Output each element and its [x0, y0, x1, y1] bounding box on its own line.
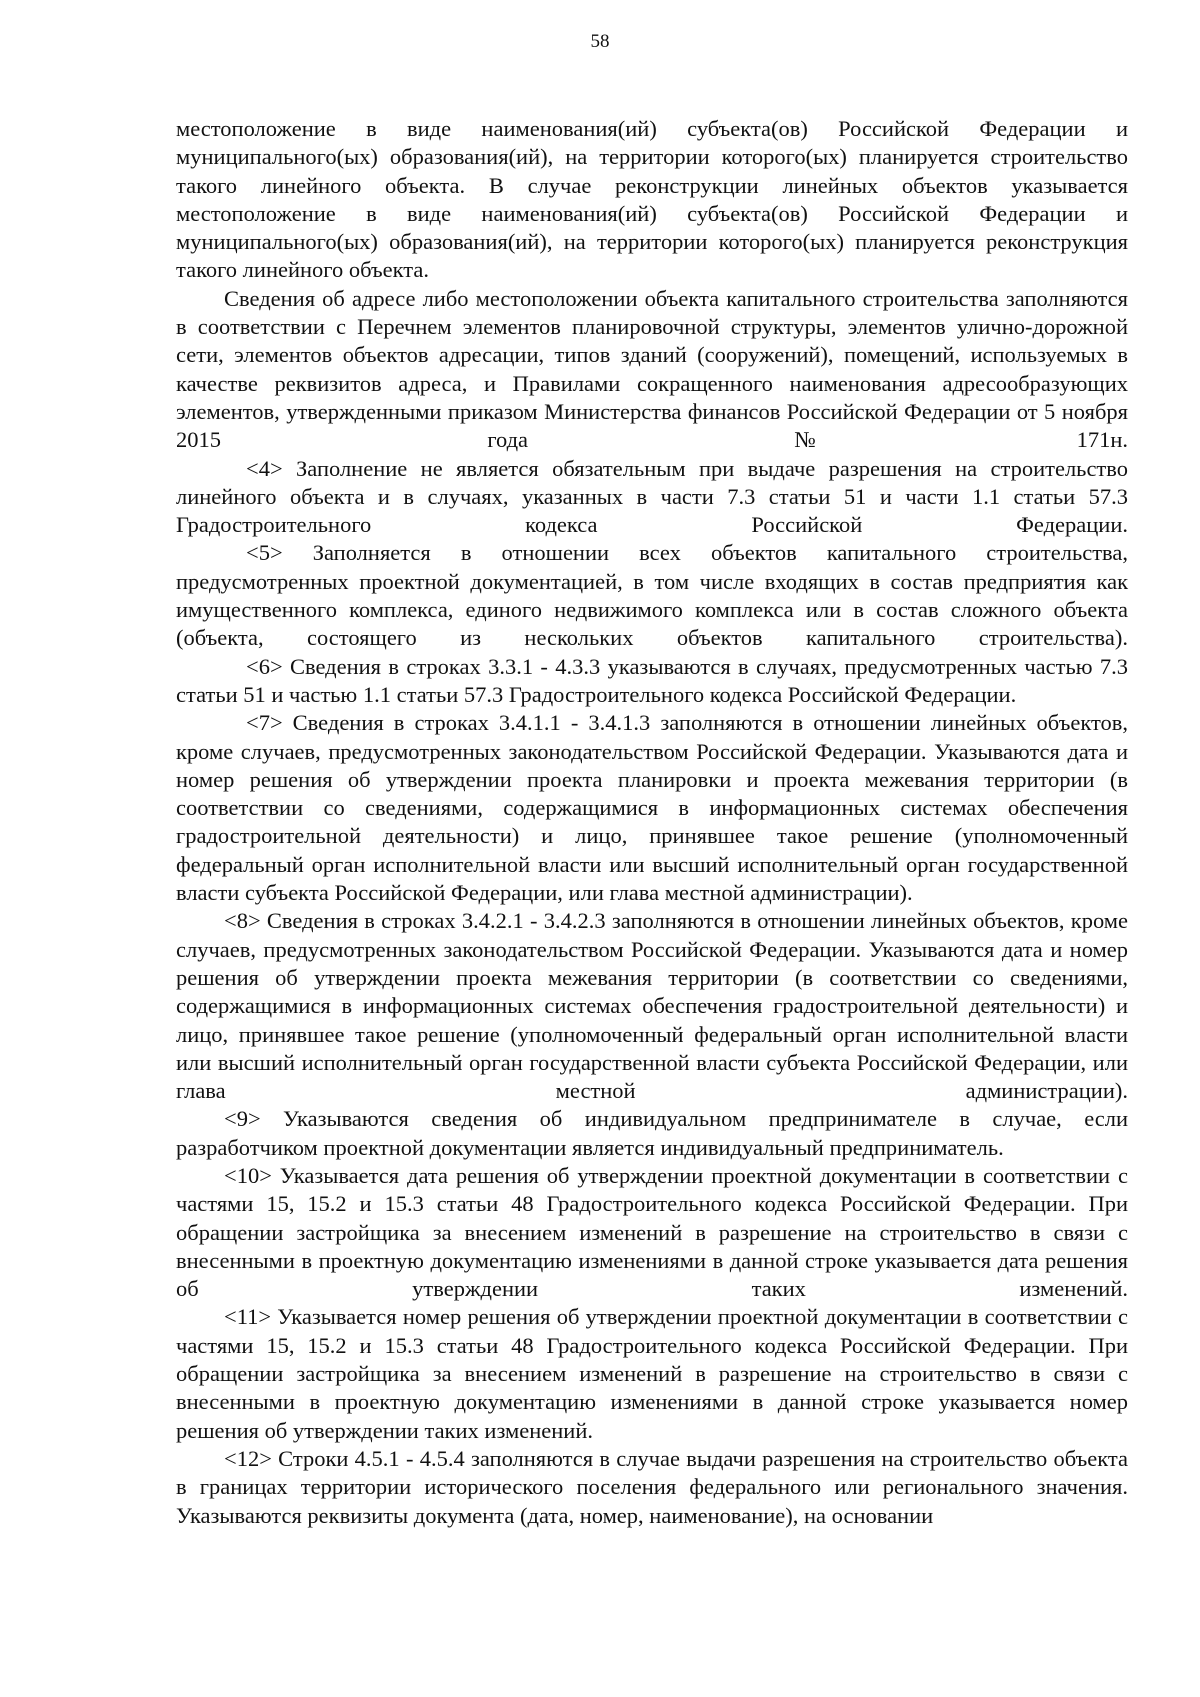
footnote-8: <8> Сведения в строках 3.4.2.1 - 3.4.2.3 заполняются в отношении линейных объектов, кроме случаев, предусмотренных законодательством Российской Федерации. Указываются дата и номер решения об утверждении проекта межевания территории (в соответствии со сведениями, содержащимися в информационных системах обеспечения градостроительной деятельности) и лицо, принявшее такое решение (уполномоченный федеральный орган исполнительной власти или высший исполнительный орган государственной власти субъекта Российской Федерации, или глава местной администрации).: [176, 908, 1128, 1104]
footnote-7: <7> Сведения в строках 3.4.1.1 - 3.4.1.3 заполняются в отношении линейных объектов, кроме случаев, предусмотренных законодательством Российской Федерации. Указываются дата и номер решения об утверждении проекта планировки и проекта межевания территории (в соответствии со сведениями, содержащимися в информационных системах обеспечения градостроительной деятельности) и лицо, принявшее такое решение (уполномоченный федеральный орган исполнительной власти или высший исполнительный орган государственной власти субъекта Российской Федерации, или глава местной администрации).: [176, 710, 1128, 906]
footnote-12: <12> Строки 4.5.1 - 4.5.4 заполняются в случае выдачи разрешения на строительство объекта в границах территории исторического поселения федерального или регионального значения. Указываются реквизиты документа (дата, номер, наименование), на основании: [176, 1445, 1128, 1528]
paragraph-location-continuation: местоположение в виде наименования(ий) субъекта(ов) Российской Федерации и муниципального(ых) образования(ий), на территории которого(ых) планируется строительство такого линейного объекта. В случае реконструкции линейных объектов указывается местоположение в виде наименования(ий) субъекта(ов) Российской Федерации и муниципального(ых) образования(ий), на территории которого(ых) планируется реконструкция такого линейного объекта.: [176, 116, 1128, 283]
footnote-9: <9> Указываются сведения об индивидуальном предпринимателе в случае, если разработчиком проектной документации является индивидуальный предприниматель.: [176, 1106, 1128, 1160]
page-number: 58: [590, 31, 610, 52]
footnote-4: <4> Заполнение не является обязательным при выдаче разрешения на строительство линейного объекта и в случаях, указанных в части 7.3 статьи 51 и части 1.1 статьи 57.3 Градостроительного кодекса Российской Федерации.: [176, 455, 1128, 538]
footnote-11: <11> Указывается номер решения об утверждении проектной документации в соответствии с частями 15, 15.2 и 15.3 статьи 48 Градостроительного кодекса Российской Федерации. При обращении застройщика за внесением изменений в разрешение на строительство в связи с внесенными в проектную документацию изменениями в данной строке указывается номер решения об утверждении таких изменений.: [176, 1304, 1128, 1443]
document-body: [176, 115, 1128, 1530]
footnote-5: <5> Заполняется в отношении всех объектов капитального строительства, предусмотренных проектной документацией, в том числе входящих в состав предприятия как имущественного комплекса, единого недвижимого комплекса или в состав сложного объекта (объекта, состоящего из нескольких объектов капитального строительства).: [176, 540, 1128, 651]
footnote-6: <6> Сведения в строках 3.3.1 - 4.3.3 указываются в случаях, предусмотренных частью 7.3 статьи 51 и частью 1.1 статьи 57.3 Градостроительного кодекса Российской Федерации.: [176, 653, 1128, 707]
footnote-10: <10> Указывается дата решения об утверждении проектной документации в соответствии с частями 15, 15.2 и 15.3 статьи 48 Градостроительного кодекса Российской Федерации. При обращении застройщика за внесением изменений в разрешение на строительство в связи с внесенными в проектную документацию изменениями в данной строке указывается дата решения об утверждении таких изменений.: [176, 1162, 1128, 1302]
paragraph-address-info: Сведения об адресе либо местоположении объекта капитального строительства заполняются в соответствии с Перечнем элементов планировочной структуры, элементов улично-дорожной сети, элементов объектов адресации, типов зданий (сооружений), помещений, используемых в качестве реквизитов адреса, и Правилами сокращенного наименования адресообразующих элементов, утвержденными приказом Министерства финансов Российской Федерации от 5 ноября 2015 года №171н.: [176, 285, 1128, 453]
